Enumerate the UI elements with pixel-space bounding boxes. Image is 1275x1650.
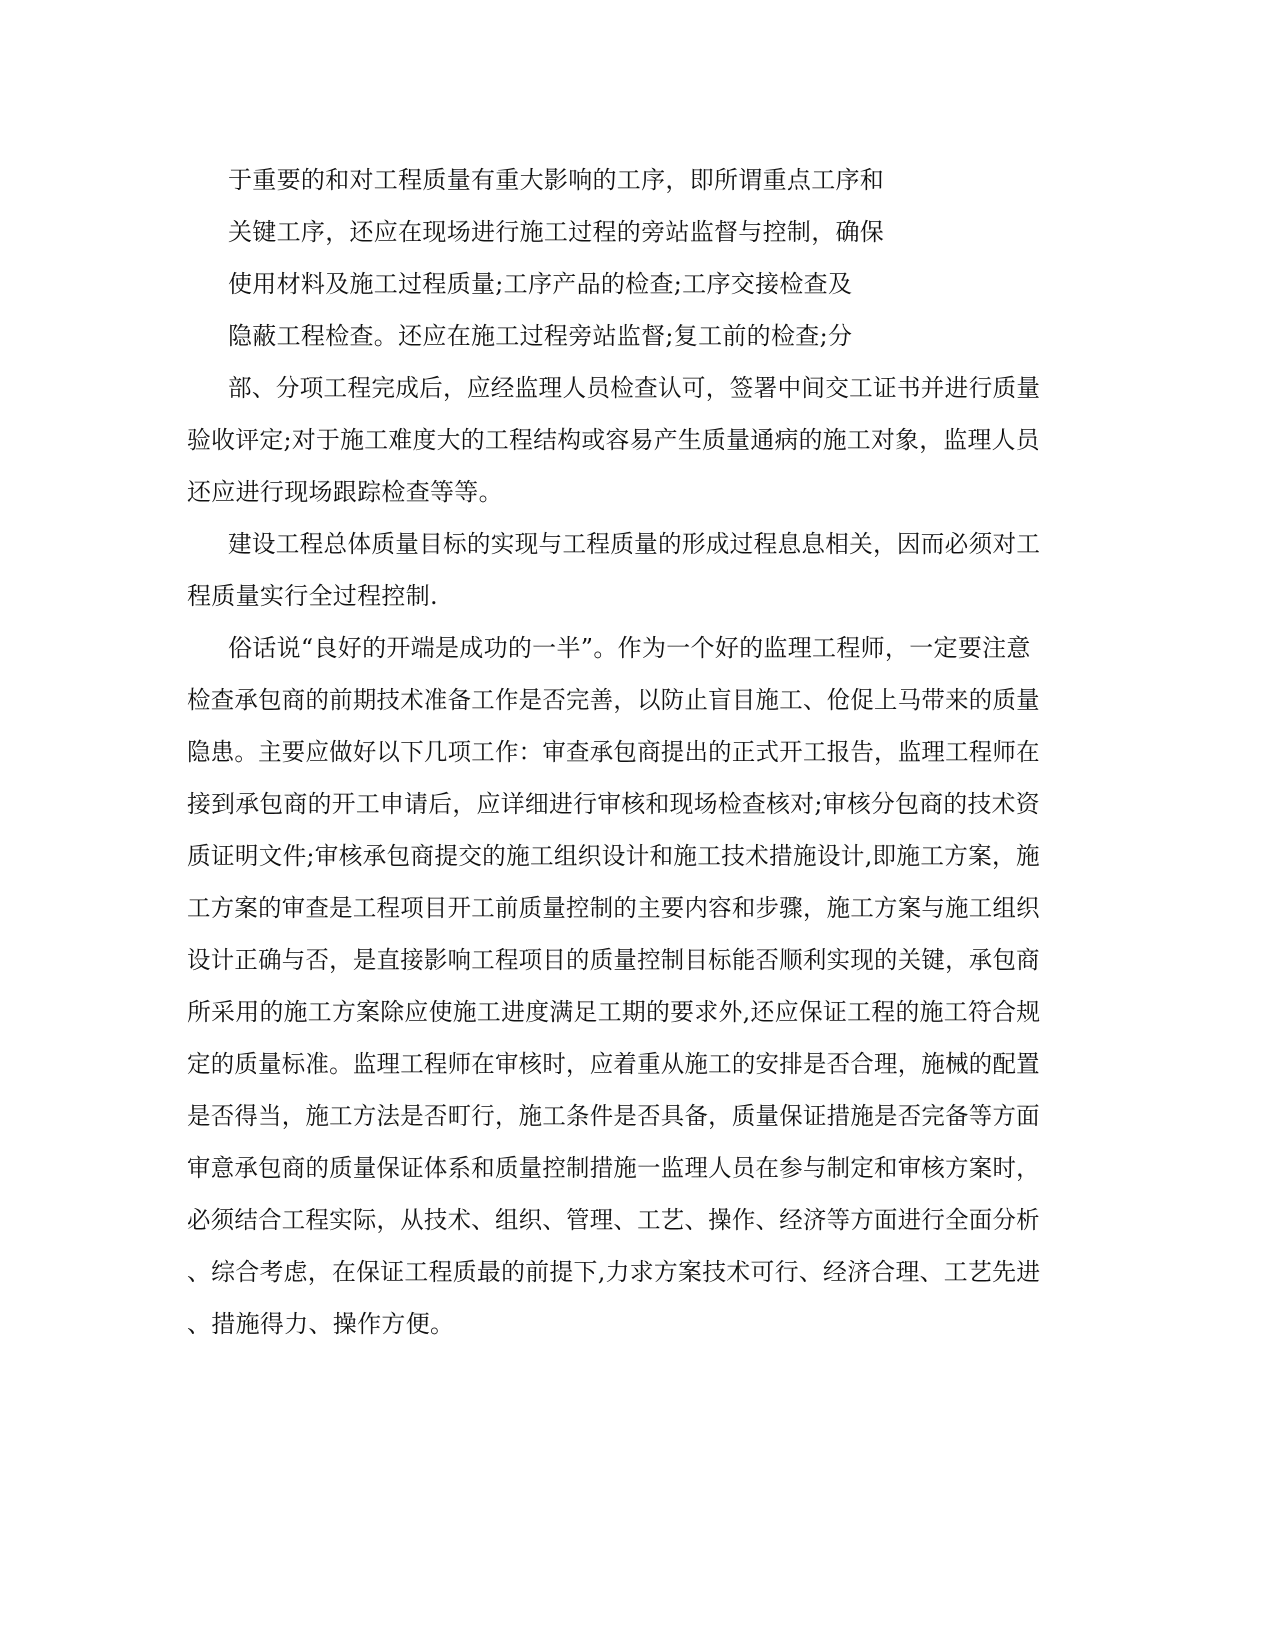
text-line: 定的质量标准。监理工程师在审核时，应着重从施工的安排是否合理，施械的配置 — [187, 1050, 1040, 1078]
text-line: 隐蔽工程检查。还应在施工过程旁站监督;复工前的检查;分 — [228, 322, 853, 350]
text-line: 所采用的施工方案除应使施工进度满足工期的要求外,还应保证工程的施工符合规 — [187, 998, 1041, 1026]
text-line: 部、分项工程完成后，应经监理人员检查认可，签署中间交工证书并进行质量 — [228, 374, 1041, 402]
text-line: 接到承包商的开工申请后，应详细进行审核和现场检查核对;审核分包商的技术资 — [187, 790, 1040, 818]
text-line: 工方案的审查是工程项目开工前质量控制的主要内容和步骤，施工方案与施工组织 — [187, 894, 1040, 922]
text-line: 使用材料及施工过程质量;工序产品的检查;工序交接检查及 — [228, 270, 853, 298]
text-line: 隐患。主要应做好以下几项工作：审查承包商提出的正式开工报告，监理工程师在 — [187, 738, 1040, 766]
text-line: 验收评定;对于施工难度大的工程结构或容易产生质量通病的施工对象，监理人员 — [187, 426, 1040, 454]
text-line: 程质量实行全过程控制. — [187, 582, 438, 610]
text-line: 是否得当，施工方法是否町行，施工条件是否具备，质量保证措施是否完备等方面 — [187, 1102, 1040, 1130]
text-line: 关键工序，还应在现场进行施工过程的旁站监督与控制，确保 — [228, 218, 885, 246]
text-line: 、综合考虑，在保证工程质最的前提下,力求方案技术可行、经济合理、工艺先进 — [187, 1258, 1041, 1286]
text-line: 还应进行现场跟踪检查等等。 — [187, 478, 503, 506]
text-line: 质证明文件;审核承包商提交的施工组织设计和施工技术措施设计,即施工方案，施 — [187, 842, 1040, 870]
text-line: 设计正确与否，是直接影响工程项目的质量控制目标能否顺利实现的关键，承包商 — [187, 946, 1040, 974]
text-line: 审意承包商的质量保证体系和质量控制措施一监理人员在参与制定和审核方案时， — [187, 1154, 1040, 1182]
text-line: 检查承包商的前期技术准备工作是否完善，以防止盲目施工、伧促上马带来的质量 — [187, 686, 1040, 714]
text-line: 必须结合工程实际，从技术、组织、管理、工艺、操作、经济等方面进行全面分析 — [187, 1206, 1040, 1234]
paragraph-first-line: 建设工程总体质量目标的实现与工程质量的形成过程息息相关，因而必须对工 — [228, 530, 1041, 558]
text-line: 、措施得力、操作方便。 — [187, 1310, 455, 1338]
text-line: 于重要的和对工程质量有重大影响的工序，即所谓重点工序和 — [228, 166, 885, 194]
paragraph-first-line: 俗话说“良好的开端是成功的一半”。作为一个好的监理工程师，一定要注意 — [228, 634, 1031, 662]
